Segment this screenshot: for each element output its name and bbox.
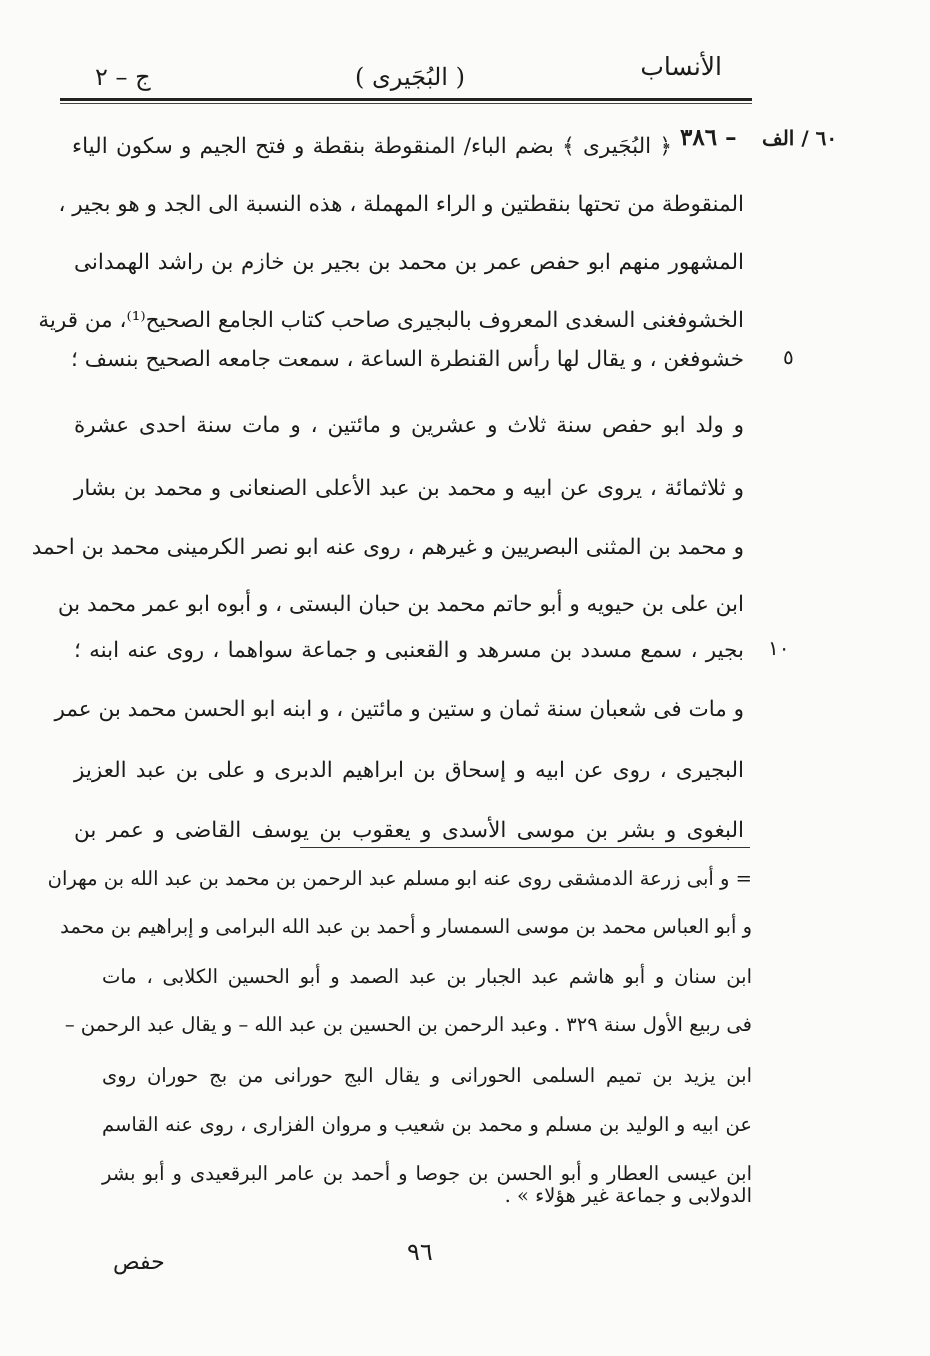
- main-line-9: ابن على بن حيويه و أبو حاتم محمد بن حبان البستى ، و أبوه ابو عمر محمد بن: [57, 592, 744, 617]
- catchword: حفص: [113, 1250, 165, 1275]
- footnote-line-1: = و أبى زرعة الدمشقى روى عنه ابو مسلم عبد الرحمن بن محمد بن عبد الله بن مهران: [47, 867, 752, 890]
- folio-marker: ٦٠ / الف: [762, 126, 838, 150]
- main-line-6: و ولد ابو حفص سنة ثلاث و عشرين و مائتين ، و مات سنة احدى عشرة: [74, 413, 744, 438]
- entry-heading: ( البُجَيرى ): [355, 63, 465, 91]
- line-number-5: ٥: [783, 345, 794, 369]
- main-line-1: ﴿ البُجَيرى ﴾ بضم الباء/ المنقوطة بنقطة و فتح الجيم و سكون الياء: [72, 134, 672, 159]
- line-number-10: ١٠: [768, 636, 790, 660]
- footnote-line-4: فى ربيع الأول سنة ٣٢٩ . وعبد الرحمن بن الحسين بن عبد الله – و يقال عبد الرحمن –: [64, 1013, 752, 1036]
- main-line-10: بجير ، سمع مسدد بن مسرهد و القعنبى و جماعة سواهما ، روى عنه ابنه ؛: [74, 638, 744, 663]
- footnote-line-5: ابن يزيد بن تميم السلمى الحورانى و يقال البج حورانى من بج حوران روى: [102, 1064, 752, 1087]
- volume-label: ج – ٢: [95, 63, 151, 91]
- main-line-8: و محمد بن المثنى البصريين و غيرهم ، روى عنه ابو نصر الكرمينى محمد بن احمد: [31, 535, 744, 560]
- footnote-line-2: و أبو العباس محمد بن موسى السمسار و أحمد بن عبد الله البرامى و إبراهيم بن محمد: [60, 915, 752, 938]
- main-line-7: و ثلاثمائة ، يروى عن ابيه و محمد بن عبد الأعلى الصنعانى و محمد بن بشار: [74, 476, 744, 501]
- footnote-divider: [300, 847, 750, 848]
- footnote-line-3: ابن سنان و أبو هاشم عبد الجبار بن عبد الصمد و أبو الحسين الكلابى ، مات: [102, 965, 752, 988]
- main-line-13: البغوى و بشر بن موسى الأسدى و يعقوب بن يوسف القاضى و عمر بن: [74, 818, 744, 843]
- header-rule-thin: [60, 103, 752, 104]
- footnote-line-7: ابن عيسى العطار و أبو الحسن بن جوصا و أحمد بن عامر البرقعيدى و أبو بشر: [102, 1162, 752, 1185]
- footnote-line-8: الدولابى و جماعة غير هؤلاء » .: [504, 1184, 752, 1207]
- entry-number: ٣٨٦ –: [680, 124, 737, 151]
- main-line-5: خشوفغن ، و يقال لها رأس القنطرة الساعة ، سمعت جامعه الصحيح بنسف ؛: [71, 347, 744, 372]
- running-title: الأنساب: [640, 52, 722, 81]
- main-line-4: الخشوفغنى السغدى المعروف بالبجيرى صاحب كتاب الجامع الصحيح⁽¹⁾، من قرية: [38, 308, 744, 333]
- main-line-3: المشهور منهم ابو حفص عمر بن محمد بن بجير بن خازم بن راشد الهمدانى: [74, 250, 744, 275]
- main-line-12: البجيرى ، روى عن ابيه و إسحاق بن ابراهيم الدبرى و على بن عبد العزيز: [74, 758, 744, 783]
- footnote-line-6: عن ابيه و الوليد بن مسلم و محمد بن شعيب و مروان الفزارى ، روى عنه القاسم: [102, 1113, 752, 1136]
- page-number: ٩٦: [407, 1238, 433, 1266]
- main-line-11: و مات فى شعبان سنة ثمان و ستين و مائتين ، و ابنه ابو الحسن محمد بن عمر: [54, 697, 744, 722]
- main-line-2: المنقوطة من تحتها بنقطتين و الراء المهملة ، هذه النسبة الى الجد و هو بجير ،: [58, 192, 744, 217]
- header-rule: [60, 98, 752, 101]
